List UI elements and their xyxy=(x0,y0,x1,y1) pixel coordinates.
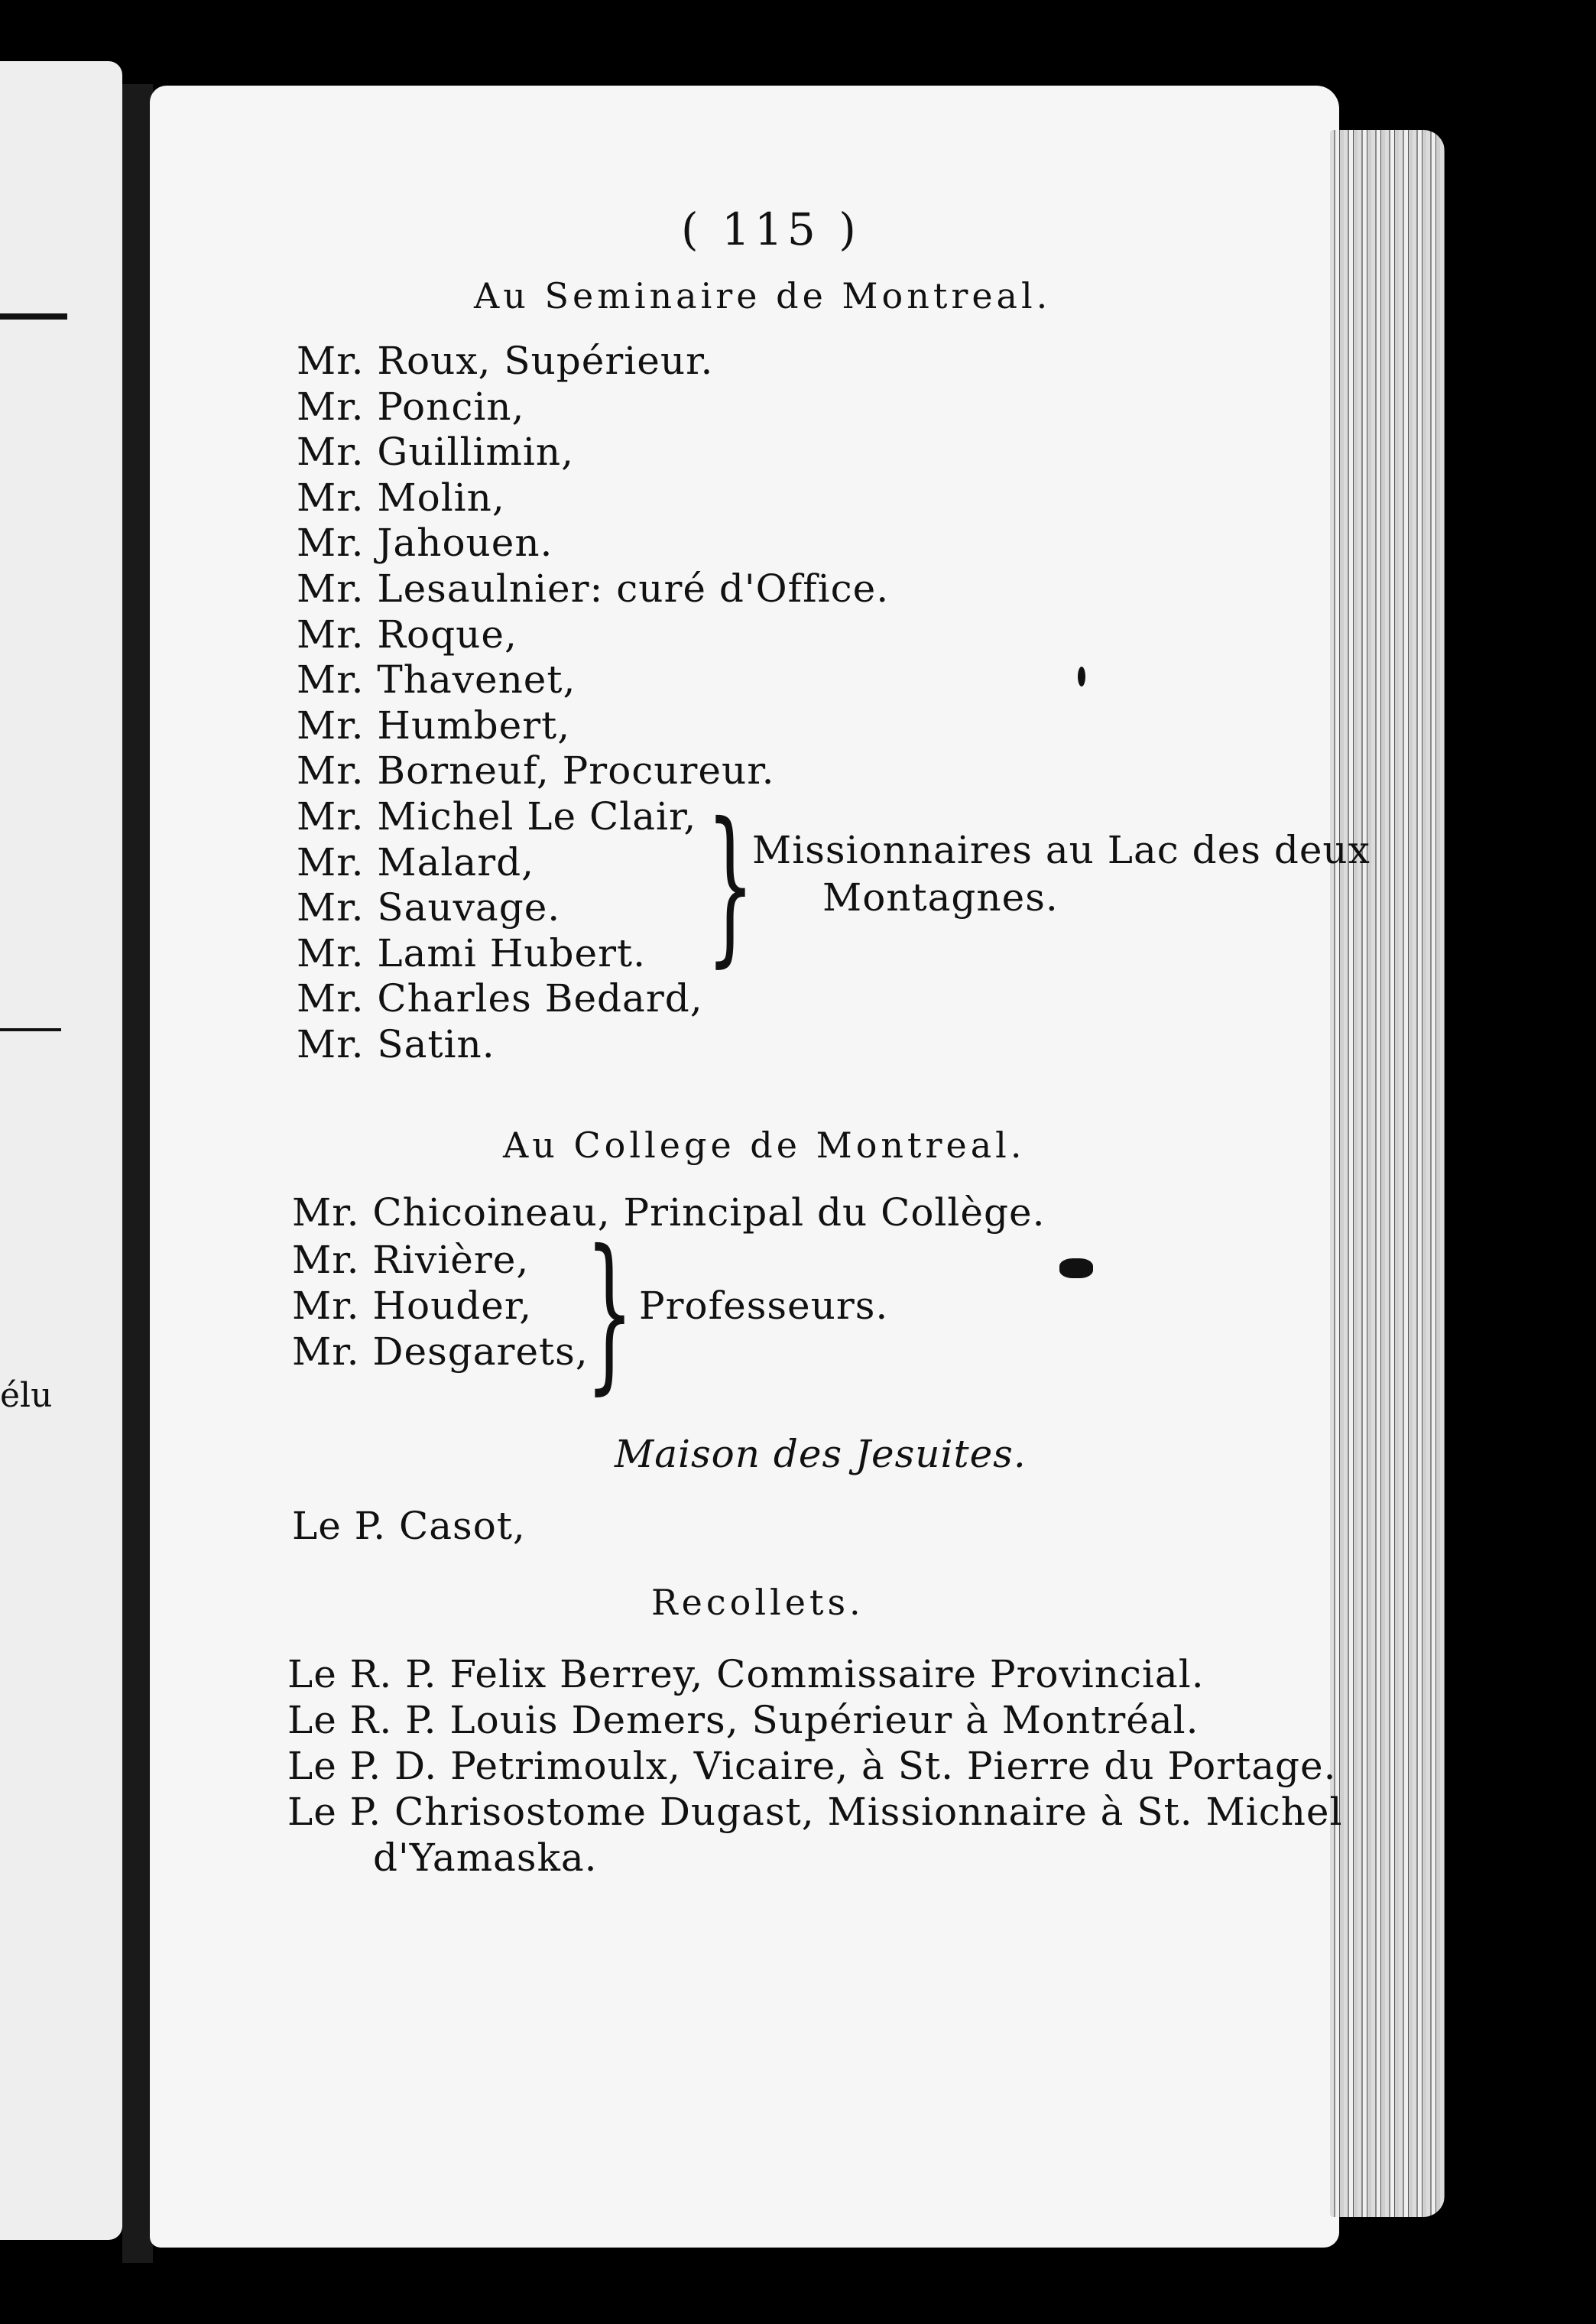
facing-page-rule xyxy=(0,313,67,320)
seminaire-member: Mr. Lami Hubert. xyxy=(297,930,646,975)
college-principal: Mr. Chicoineau, Principal du Collège. xyxy=(292,1190,1046,1235)
brace-missionnaires: } xyxy=(706,787,754,982)
facing-page-fragment xyxy=(0,61,122,2240)
ink-blot xyxy=(1059,1258,1093,1278)
seminaire-member: Mr. Malard, xyxy=(297,839,534,884)
seminaire-member: Mr. Lesaulnier: curé d'Office. xyxy=(297,566,890,611)
seminaire-member: Mr. Sauvage. xyxy=(297,885,561,930)
recollets-member: Le P. D. Petrimoulx, Vicaire, à St. Pierre du Portage. xyxy=(287,1744,1337,1788)
section-heading-seminaire: Au Seminaire de Montreal. xyxy=(474,275,1052,316)
jesuites-member: Le P. Casot, xyxy=(292,1504,526,1548)
seminaire-member: Mr. Michel Le Clair, xyxy=(297,794,697,839)
college-professor: Mr. Rivière, xyxy=(292,1238,530,1282)
seminaire-member: Mr. Molin, xyxy=(297,475,505,520)
brace-professeurs: } xyxy=(586,1214,634,1410)
seminaire-member: Mr. Thavenet, xyxy=(297,657,576,703)
recollets-member: d'Yamaska. xyxy=(373,1836,598,1880)
recollets-member: Le R. P. Louis Demers, Supérieur à Montréal. xyxy=(287,1698,1199,1742)
book-gutter xyxy=(122,84,153,2263)
seminaire-member: Mr. Guillimin, xyxy=(297,430,574,475)
college-professor: Mr. Desgarets, xyxy=(292,1329,589,1374)
seminaire-member: Mr. Roque, xyxy=(297,612,517,657)
ink-speck xyxy=(1078,667,1085,686)
section-heading-recollets: Recollets. xyxy=(651,1582,864,1623)
section-heading-jesuites: Maison des Jesuites. xyxy=(615,1432,1027,1476)
book-page xyxy=(150,86,1371,2248)
seminaire-member: Mr. Borneuf, Procureur. xyxy=(297,748,775,794)
page-edges xyxy=(1330,130,1445,2217)
facing-page-text: élu xyxy=(0,1376,53,1415)
page-number: ( 115 ) xyxy=(681,203,861,255)
seminaire-member: Mr. Satin. xyxy=(297,1022,495,1066)
section-heading-college: Au College de Montreal. xyxy=(503,1125,1026,1166)
seminaire-member: Mr. Poncin, xyxy=(297,384,525,429)
facing-page-rule xyxy=(0,1028,61,1031)
missionnaires-note-line2: Montagnes. xyxy=(822,875,1059,920)
recollets-member: Le P. Chrisostome Dugast, Missionnaire à St. Michel xyxy=(287,1790,1343,1834)
recollets-member: Le R. P. Felix Berrey, Commissaire Provincial. xyxy=(287,1652,1205,1696)
seminaire-member: Mr. Charles Bedard, xyxy=(297,976,703,1021)
seminaire-member: Mr. Jahouen. xyxy=(297,521,553,566)
professeurs-note: Professeurs. xyxy=(639,1284,889,1328)
seminaire-member: Mr. Roux, Supérieur. xyxy=(297,339,714,383)
seminaire-member: Mr. Humbert, xyxy=(297,703,571,748)
college-professor: Mr. Houder, xyxy=(292,1284,533,1328)
missionnaires-note-line1: Missionnaires au Lac des deux xyxy=(752,828,1371,872)
